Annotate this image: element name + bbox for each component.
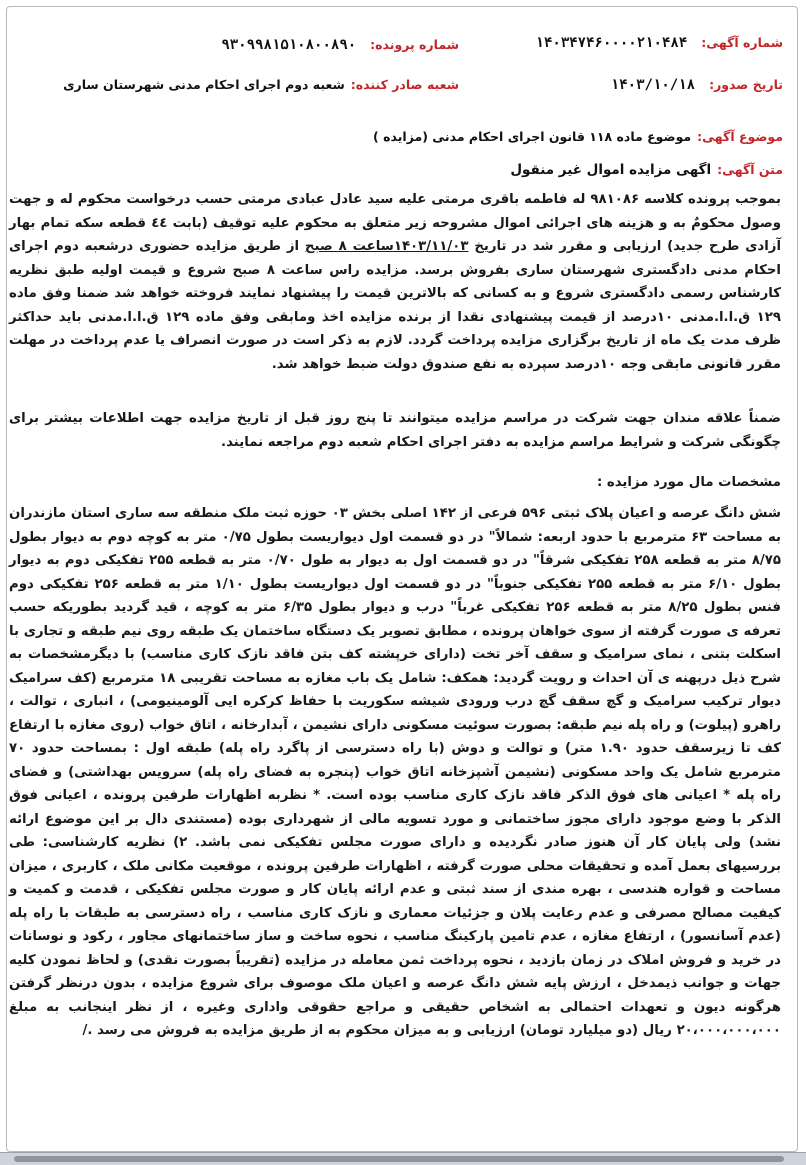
specs-heading-block <box>9 471 781 495</box>
paragraph-main <box>9 188 781 376</box>
issuer-row <box>63 77 459 92</box>
issue-date-row <box>611 77 783 93</box>
horizontal-scrollbar[interactable] <box>0 1152 806 1165</box>
notice-number-row <box>536 35 783 51</box>
issuer-name: شعبه دوم اجرای احکام مدنی شهرستان ساری <box>63 77 345 92</box>
subject-row <box>373 129 783 144</box>
notice-page <box>6 6 798 1152</box>
notice-number: ۱۴۰۳۴۷۴۶۰۰۰۰۲۱۰۴۸۴ <box>535 35 688 51</box>
notice-number-label: شماره آگهی: <box>701 35 783 50</box>
issuer-label: شعبه صادر کننده: <box>350 77 459 92</box>
participation-text: ضمناً علاقه مندان جهت شرکت در مراسم مزایده میتوانند تا پنج روز قبل از تاریخ مزایده جهت اطلاعات بیشتر برای چگونگی شرکت و شرایط مراسم مزایده به دفتر اجرای احکام شعبه دوم مراجعه نمایند. <box>9 411 781 450</box>
issue-date-label: تاریخ صدور: <box>709 77 783 92</box>
issue-date: ۱۴۰۳/۱۰/۱۸ <box>610 77 696 93</box>
notice-text-label: متن آگهی: <box>717 162 783 177</box>
notice-text-row <box>510 162 783 178</box>
paragraph-main-part1: بموجب پرونده کلاسه ۹۸۱۰۸۶ له فاطمه باقری مرمتی علیه سید عادل عبادی مرمتی حسب درخواست محکوم له و جهت وصول محکومٌ به و هزینه های اجرائی اموال مشروحه زیر متعلق به محکوم علیه توقیف (بابت ٤٤ قطعه سکه تمام بهار آزادی طرح جدید) ارزیابی و مقرر شد در تاریخ <box>9 192 781 254</box>
subject-label: موضوع آگهی: <box>697 129 783 144</box>
file-number-label: شماره پرونده: <box>370 37 459 52</box>
subject-value: موضوع ماده ۱۱۸ قانون اجرای احکام مدنی (مزایده ) <box>373 129 692 144</box>
file-number: ۹۳۰۹۹۸۱۵۱۰۸۰۰۸۹۰ <box>221 37 357 53</box>
file-number-row <box>221 37 459 53</box>
notice-text-title: اگهی مزایده اموال غیر منقول <box>510 162 712 178</box>
scrollbar-thumb[interactable] <box>14 1156 784 1162</box>
paragraph-main-part2: از طریق مزایده حضوری درشعبه دوم اجرای احکام مدنی دادگستری شهرستان ساری بفروش برسد. مزایده راس ساعت ۸ صبح شروع و قیمت اولیه طبق نظریه کارشناس رسمی دادگستری شروع و به کسانی که بالاترین قیمت را پیشنهاد نمایند فروخته خواهد شد ضمنا وفق ماده ۱۲۹ ق.ا.ا.مدنی ۱۰درصد از قیمت پیشنهادی نقدا از برنده مزایده اخذ ومابقی وفق ماده ۱۲۹ ق.ا.ا.مدنی باید حداکثر ظرف مدت یک ماه از تاریخ برگزاری مزایده پرداخت گردد. لازم به ذکر است در صورت انصراف یا عدم پرداخت در مهلت مقرر قانونی مابقی وجه ۱۰درصد سپرده به نفع صندوق دولت ضبط خواهد شد. <box>9 239 781 372</box>
specs-body-block <box>9 502 781 1043</box>
paragraph-participation <box>9 407 781 454</box>
auction-date: ۱۴۰۳/۱۱/۰۳ساعت ۸ صبح <box>304 239 469 254</box>
specs-heading: مشخصات مال مورد مزایده : <box>596 475 781 490</box>
specs-body: شش دانگ عرصه و اعیان پلاک ثبتی ۵۹۶ فرعی از ۱۴۲ اصلی بخش ۰۳ حوزه ثبت ملک منطقه سه ساری استان مازندران به مساحت ۶۳ مترمربع با حدود اربعه: شمالاً" در دو قسمت اول دیواریست بطول ۰/۷۵ متر به کوچه دوم به دیوار بطول ۸/۷۵ متر به قطعه ۲۵۸ تفکیکی شرقاً" در دو قسمت اول به دیوار به طول ۰/۷۰ متر به قطعه ۲۵۵ تفکیکی دوم به دیوار بطول ۶/۱۰ متر به قطعه ۲۵۵ تفکیکی جنوباً" در دو قسمت اول دیواریست بطول ۱/۱۰ متر به قطعه ۲۵۶ تفکیکی دوم فنس بطول ۸/۲۵ متر به قطعه ۲۵۶ تفکیکی غرباً" درب و دیوار بطول ۶/۳۵ متر به کوچه ، قید گردید بطوریکه حسب تعرفه ی صورت گرفته از سوی خواهان پرونده ، مطابق تصویر یک دستگاه ساختمان یک طبقه روی نیم طبقه و تجاری با اسکلت بتنی ، نمای سرامیک و سقف آخر تخت (دارای خرپشته کف بتن فاقد نازک کاری مناسب) با دیگرمشخصات به شرح ذیل درپهنه ی آن احداث و رویت گردید: همکف: شامل یک باب مغازه به مساحت تقریبی ۱۸ مترمربع (کف سرامیک دیوار ترکیب سرامیک و گچ سقف گچ درب ورودی شیشه سکوریت با حفاظ کرکره ایی آلومینیومی) ، انباری ، توالت ، راهرو (پیلوت) و راه پله نیم طبقه: بصورت سوئیت مسکونی دارای نشیمن ، آبدارخانه ، اتاق خواب (روی مغازه با ارتفاع کف تا زیرسقف حدود ۱.۹۰ متر) و توالت و دوش (با راه دسترسی از پاگرد راه پله) طبقه اول : بمساحت حدود ۷۰ مترمربع شامل یک واحد مسکونی (نشیمن آشپزخانه اتاق خواب (پنجره به فضای راه پله) سرویس بهداشتی) و فضای راه پله * اعیانی های فوق الذکر فاقد نازک کاری مناسب بوده است. * نظربه اظهارات طرفین پرونده ، اعیانی فوق الذکر با وضع موجود دارای مجوز ساختمانی و مورد تسویه مالی از شهرداری بوده (مستندی دال بر این موضوع ارائه نشد) ولی پایان کار آن هنوز صادر نگردیده و دارای صورت مجلس تفکیکی نمی باشد. ۲) نظریه کارشناسی: طی بررسیهای بعمل آمده و تحقیقات محلی صورت گرفته ، اظهارات طرفین پرونده ، موقعیت مکانی ملک ، کاربری ، میزان مساحت و قواره هندسی ، بهره مندی از سند ثبتی و عدم ارائه پایان کار و صورت مجلس تفکیکی ، قدمت و کمیت و کیفیت مصالح مصرفی و عدم رعایت پلان و جزئیات معماری و نازک کاری مناسب ، راه دسترسی به طبقات با راه پله (عدم آسانسور) ، ارتفاع مغازه ، عدم تامین پارکینگ مناسب ، نحوه ساخت و ساز ساختمانهای مجاور ، رکود و نوسانات در خرید و فروش املاک در زمان بازدید ، نحوه پرداخت ثمن معامله در مزایده (تقریباً بصورت نقدی) و لحاظ نمودن کلیه جهات و جوانب ذیمدخل ، ارزش پایه شش دانگ عرصه و اعیان ملک موصوف برای شروع مزایده ، بدون درنظر گرفتن هرگونه دیون و تعهدات احتمالی به اشخاص حقیقی و مراجع حقوقی واداری وغیره ، از نظر اینجانب به مبلغ ۲۰،۰۰۰،۰۰۰،۰۰۰ ریال (دو میلیارد تومان) ارزیابی و به میزان محکوم به از طریق مزایده به فروش می رسد ./ <box>9 506 782 1038</box>
